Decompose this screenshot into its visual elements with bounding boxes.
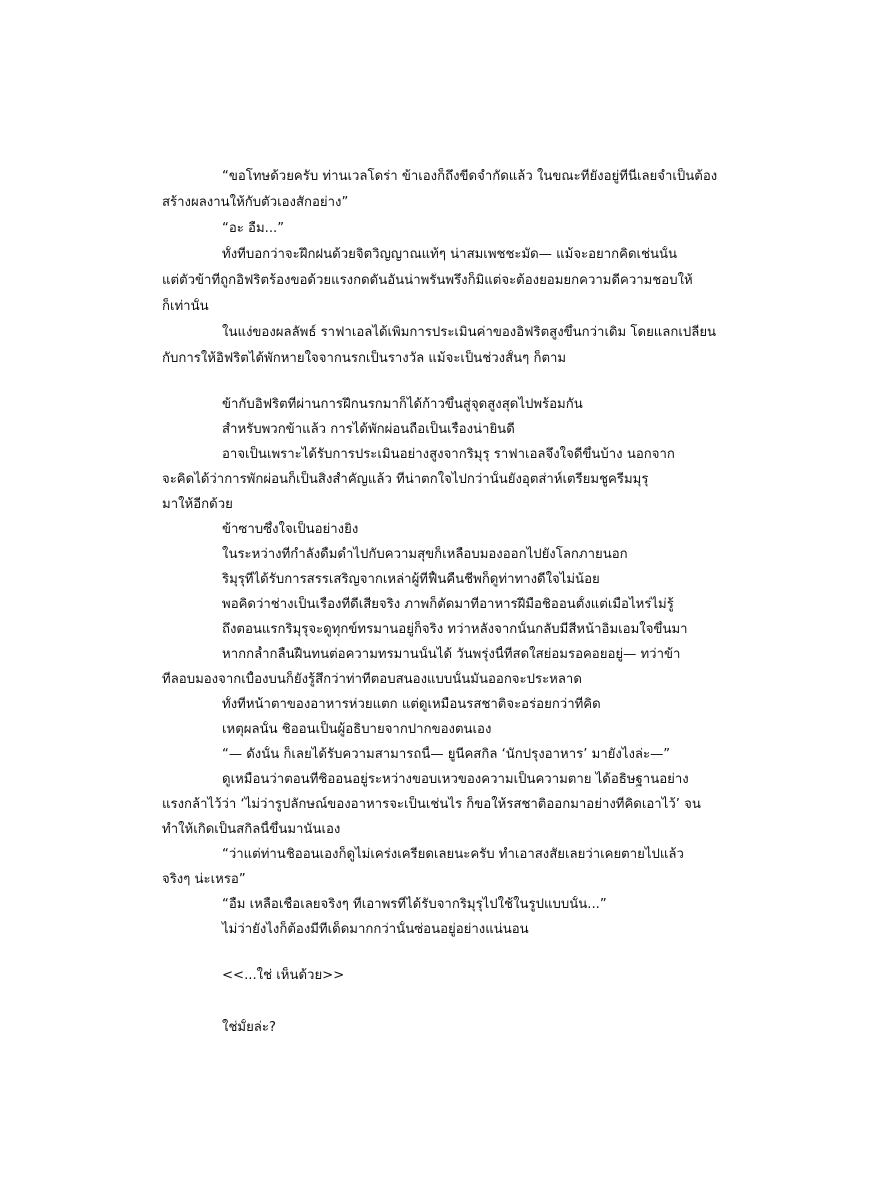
paragraph-line: <<...ใช่ เห็นด้วย>> — [222, 968, 345, 983]
paragraph-line: ทั้งที่บอกว่าจะฝึกฝนด้วยจิตวิญญาณแท้ๆ น่าสมเพชชะมัด— แม้จะอยากคิดเช่นนั้น — [222, 247, 678, 262]
paragraph-line: ข้าซาบซึ้งใจเป็นอย่างยิ่ง — [222, 522, 359, 537]
paragraph-line: “ว่าแต่ท่านชิออนเองก็ดูไม่เคร่งเครียดเลยนะครับ ทำเอาสงสัยเลยว่าเคยตายไปแล้ว — [222, 847, 684, 862]
paragraph-line: “อะ อืม...” — [222, 221, 285, 236]
paragraph-line: จริงๆ น่ะเหรอ” — [162, 872, 246, 887]
paragraph-line: ดูเหมือนว่าตอนที่ชิออนอยู่ระหว่างขอบเหวของความเป็นความตาย ได้อธิษฐานอย่าง — [222, 772, 689, 787]
paragraph-line: มาให้อีกด้วย — [162, 497, 233, 512]
paragraph-line: อาจเป็นเพราะได้รับการประเมินอย่างสูงจากริมุรุ ราฟาเอลจึงใจดีขึ้นบ้าง นอกจาก — [222, 447, 675, 462]
paragraph-line: ข้ากับอิฟริตที่ผ่านการฝึกนรกมาก็ได้ก้าวขึ้นสู่จุดสูงสุดไปพร้อมกัน — [222, 397, 583, 412]
paragraph-line: “— ดังนั้น ก็เลยได้รับความสามารถนี้— ยูนีคสกิล ‘นักปรุงอาหาร’ มายังไงล่ะ—” — [222, 747, 671, 762]
paragraph-line: ใช่มั้ยล่ะ? — [222, 1020, 276, 1035]
paragraph-line: ทำให้เกิดเป็นสกิลนี้ขึ้นมานั่นเอง — [162, 822, 341, 837]
paragraph-line: “อืม เหลือเชื่อเลยจริงๆ ที่เอาพรที่ได้รับจากริมุรุไปใช้ในรูปแบบนั้น...” — [222, 897, 607, 912]
paragraph-line: เหตุผลนั้น ชิออนเป็นผู้อธิบายจากปากของตนเอง — [222, 722, 492, 737]
paragraph-line: แต่ตัวข้าที่ถูกอิฟริตร้องขอด้วยแรงกดดันอันน่าพรั่นพรึงก็มิแต่จะต้องยอมยกความดีความชอบให้ — [162, 273, 693, 288]
paragraph-line: ถึงตอนแรกริมุรุจะดูทุกข์ทรมานอยู่ก็จริง ทว่าหลังจากนั้นกลับมีสีหน้าอิ่มเอมใจขึ้นมา — [222, 622, 688, 637]
paragraph-line: “ขอโทษด้วยครับ ท่านเวลโดร่า ข้าเองก็ถึงขีดจำกัดแล้ว ในขณะที่ยังอยู่ที่นี่เลยจำเป็นต้อง — [222, 169, 718, 184]
paragraph-line: ริมุรุที่ได้รับการสรรเสริญจากเหล่าผู้ที่ฟื้นคืนชีพก็ดูท่าทางดีใจไม่น้อย — [222, 572, 600, 587]
paragraph-line: ไม่ว่ายังไงก็ต้องมีทีเด็ดมากกว่านั้นซ่อนอยู่อย่างแน่นอน — [222, 922, 529, 937]
paragraph-line: แรงกล้าไว้ว่า ‘ไม่ว่ารูปลักษณ์ของอาหารจะเป็นเช่นไร ก็ขอให้รสชาติออกมาอย่างที่คิดเอาไว้’ จน — [162, 797, 701, 812]
paragraph-line: พอคิดว่าช่างเป็นเรื่องที่ดีเสียจริง ภาพก็ตัดมาที่อาหารฝีมือชิออนตั้งแต่เมื่อไหร่ไม่รู้ — [222, 597, 674, 612]
paragraph-line: ในระหว่างที่กำลังดื่มด่ำไปกับความสุขก็เหลือบมองออกไปยังโลกภายนอก — [222, 547, 628, 562]
paragraph-line: ก็เท่านั้น — [162, 299, 209, 314]
paragraph-line: ที่ลอบมองจากเบื้องบนก็ยังรู้สึกว่าท่าทีตอบสนองแบบนั้นมันออกจะประหลาด — [162, 672, 582, 687]
paragraph-line: หากกล้ำกลืนฝืนทนต่อความทรมานนั้นได้ วันพรุ่งนี้ที่สดใสย่อมรอคอยอยู่— ทว่าข้า — [222, 647, 681, 662]
paragraph-line: ทั้งที่หน้าตาของอาหารห่วยแตก แต่ดูเหมือนรสชาติจะอร่อยกว่าที่คิด — [222, 697, 601, 712]
paragraph-line: สำหรับพวกข้าแล้ว การได้พักผ่อนถือเป็นเรื่องน่ายินดี — [222, 422, 515, 437]
paragraph-line: ในแง่ของผลลัพธ์ ราฟาเอลได้เพิ่มการประเมินค่าของอิฟริตสูงขึ้นกว่าเดิม โดยแลกเปลี่ยน — [222, 325, 717, 340]
paragraph-line: จะคิดได้ว่าการพักผ่อนก็เป็นสิ่งสำคัญแล้ว ที่น่าตกใจไปกว่านั้นยังอุตส่าห์เตรียมชูครีมมุรุ — [162, 472, 649, 487]
paragraph-line: กับการให้อิฟริตได้พักหายใจจากนรกเป็นรางวัล แม้จะเป็นช่วงสั้นๆ ก็ตาม — [162, 351, 567, 366]
paragraph-line: สร้างผลงานให้กับตัวเองสักอย่าง” — [162, 195, 349, 210]
